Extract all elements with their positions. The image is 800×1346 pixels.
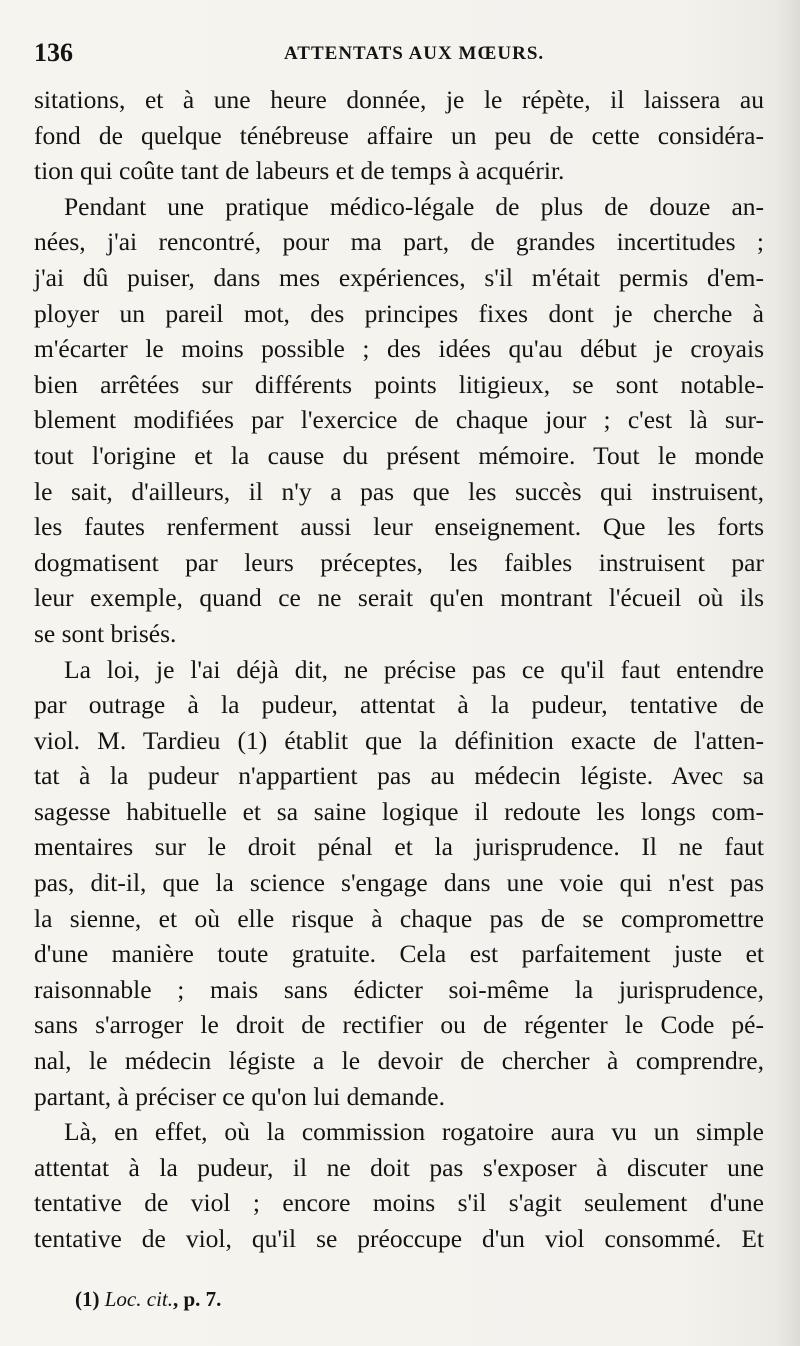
paragraph-1 — [34, 82, 764, 189]
text-line: tout l'origine et la cause du présent mémoire. Tout le monde — [34, 440, 764, 470]
text-line: raisonnable ; mais sans édicter soi-même la jurisprudence, — [34, 974, 764, 1004]
text-line: sitations, et à une heure donnée, je le répète, il laissera au — [34, 85, 764, 114]
text-line: j'ai dû puiser, dans mes expériences, s'il m'était permis d'em- — [34, 262, 764, 292]
text-line: la sienne, et où elle risque à chaque pas de se compromettre — [34, 903, 764, 933]
text-line: nal, le médecin légiste a le devoir de chercher à comprendre, — [34, 1046, 764, 1076]
running-title: ATTENTATS AUX MŒURS. — [284, 43, 545, 64]
text-line: nées, j'ai rencontré, pour ma part, de grandes incertitudes ; — [34, 227, 764, 257]
text-line: d'une manière toute gratuite. Cela est parfaitement juste et — [34, 939, 764, 969]
footnote-reference: Loc. cit. — [104, 1287, 173, 1311]
text-line: fond de quelque ténébreuse affaire un peu de cette considéra- — [34, 120, 764, 150]
text-line: mentaires sur le droit pénal et la jurisprudence. Il ne faut — [34, 832, 764, 862]
text-line: La loi, je l'ai déjà dit, ne précise pas ce qu'il faut entendre — [64, 654, 764, 684]
text-line: viol. M. Tardieu (1) établit que la définition exacte de l'atten- — [34, 725, 764, 755]
paragraph-3 — [34, 652, 764, 1115]
footnote — [75, 1287, 221, 1312]
page-header — [34, 38, 764, 74]
text-line: dogmatisent par leurs préceptes, les faibles instruisent par — [34, 547, 764, 577]
text-line: partant, à préciser ce qu'on lui demande. — [34, 1081, 446, 1111]
text-line: pas, dit-il, que la science s'engage dans une voie qui n'est pas — [34, 868, 764, 898]
footnote-page: , p. 7. — [173, 1287, 222, 1311]
paragraph-2 — [34, 189, 764, 652]
text-line: bien arrêtées sur différents points litigieux, se sont notable- — [34, 369, 764, 399]
text-line: Pendant une pratique médico-légale de plus de douze an- — [64, 191, 764, 221]
text-line: tentative de viol ; encore moins s'il s'agit seulement d'une — [34, 1188, 764, 1218]
page-number: 136 — [34, 38, 73, 67]
text-line: ployer un pareil mot, des principes fixes dont je cherche à — [34, 298, 764, 328]
text-line: les fautes renferment aussi leur enseignement. Que les forts — [34, 512, 764, 542]
text-line: tentative de viol, qu'il se préoccupe d'un viol consommé. Et — [34, 1224, 764, 1253]
text-line: Là, en effet, où la commission rogatoire aura vu un simple — [64, 1117, 764, 1147]
text-line: tat à la pudeur n'appartient pas au médecin légiste. Avec sa — [34, 761, 764, 791]
text-line: sagesse habituelle et sa saine logique il redoute les longs com- — [34, 796, 764, 826]
text-line: le sait, d'ailleurs, il n'y a pas que les succès qui instruisent, — [34, 476, 764, 506]
text-line: m'écarter le moins possible ; des idées qu'au début je croyais — [34, 334, 764, 364]
text-line: par outrage à la pudeur, attentat à la pudeur, tentative de — [34, 690, 764, 720]
footnote-mark: (1) — [75, 1287, 100, 1311]
text-line: se sont brisés. — [34, 618, 177, 648]
body-text — [34, 82, 764, 1257]
paragraph-4 — [34, 1114, 764, 1256]
text-line: attentat à la pudeur, il ne doit pas s'exposer à discuter une — [34, 1152, 764, 1182]
text-line: tion qui coûte tant de labeurs et de temps à acquérir. — [34, 156, 565, 186]
text-line: sans s'arroger le droit de rectifier ou de régenter le Code pé- — [34, 1010, 764, 1040]
text-line: leur exemple, quand ce ne serait qu'en montrant l'écueil où ils — [34, 583, 764, 613]
text-line: blement modifiées par l'exercice de chaque jour ; c'est là sur- — [34, 405, 764, 435]
